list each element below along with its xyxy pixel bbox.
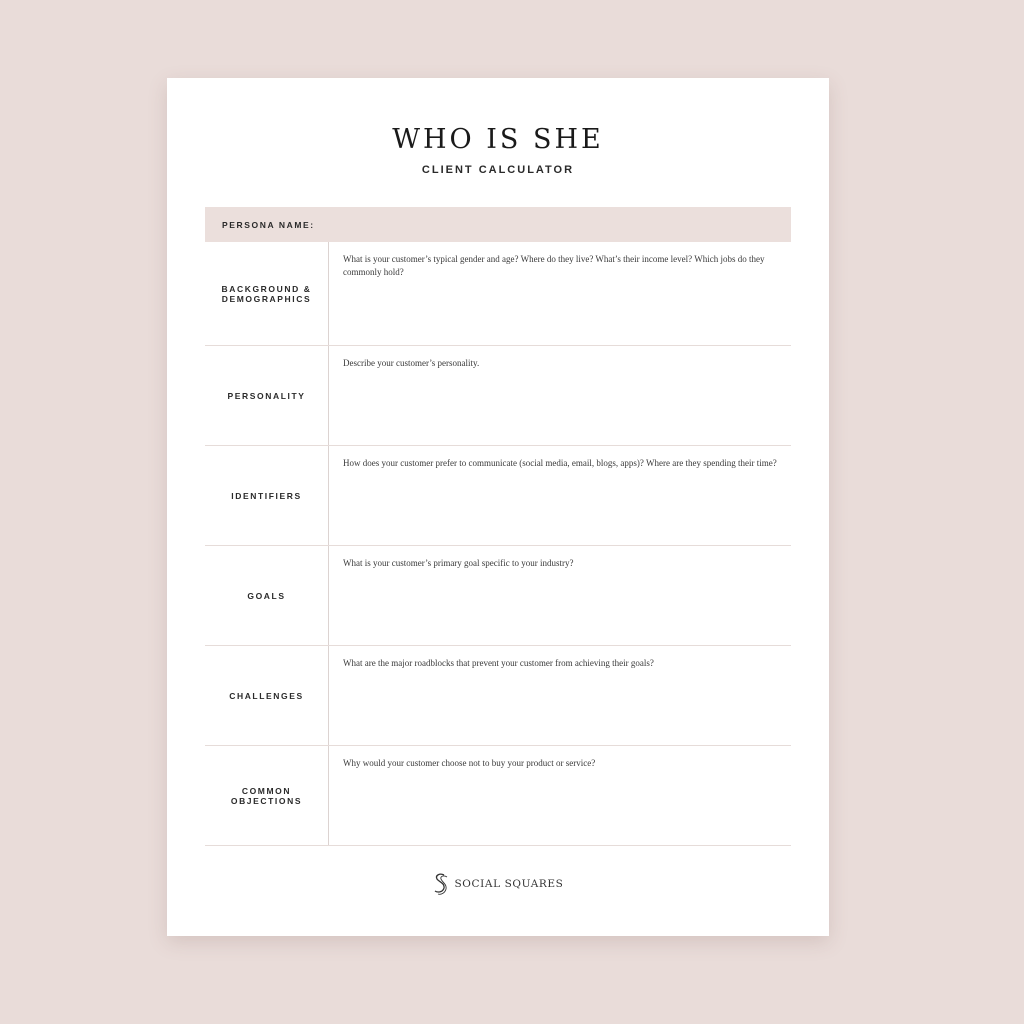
row-prompt-common-objections[interactable]: Why would your customer choose not to buy your product or service? bbox=[343, 758, 596, 768]
brand-name: SOCIAL SQUARES bbox=[454, 878, 564, 890]
page-title: WHO IS SHE bbox=[392, 124, 604, 155]
page-subtitle: CLIENT CALCULATOR bbox=[421, 164, 575, 176]
table-row bbox=[205, 242, 791, 346]
persona-table bbox=[205, 207, 791, 846]
row-prompt-challenges[interactable]: What are the major roadblocks that prevent your customer from achieving their goals? bbox=[343, 658, 654, 668]
table-row bbox=[205, 746, 791, 846]
table-row bbox=[205, 546, 791, 646]
footer-brand bbox=[167, 872, 829, 896]
ss-monogram-icon bbox=[433, 872, 449, 896]
row-label-background-demographics: BACKGROUND & DEMOGRAPHICS bbox=[205, 242, 329, 345]
row-prompt-personality[interactable]: Describe your customer’s personality. bbox=[343, 358, 480, 368]
table-row bbox=[205, 446, 791, 546]
row-label-personality: PERSONALITY bbox=[205, 346, 329, 445]
row-prompt-background-demographics[interactable]: What is your customer’s typical gender and age? Where do they live? What’s their income level? Which jobs do they commonly hold? bbox=[343, 254, 765, 277]
row-prompt-identifiers[interactable]: How does your customer prefer to communicate (social media, email, blogs, apps)? Where are they spending their time? bbox=[343, 458, 777, 468]
row-label-goals: GOALS bbox=[205, 546, 329, 645]
row-label-challenges: CHALLENGES bbox=[205, 646, 329, 745]
persona-name-field[interactable] bbox=[205, 207, 791, 242]
row-prompt-goals[interactable]: What is your customer’s primary goal specific to your industry? bbox=[343, 558, 574, 568]
persona-name-label: PERSONA NAME: bbox=[222, 219, 315, 230]
row-label-identifiers: IDENTIFIERS bbox=[205, 446, 329, 545]
worksheet-page bbox=[167, 78, 829, 936]
row-label-common-objections: COMMON OBJECTIONS bbox=[205, 746, 329, 845]
table-row bbox=[205, 346, 791, 446]
table-row bbox=[205, 646, 791, 746]
